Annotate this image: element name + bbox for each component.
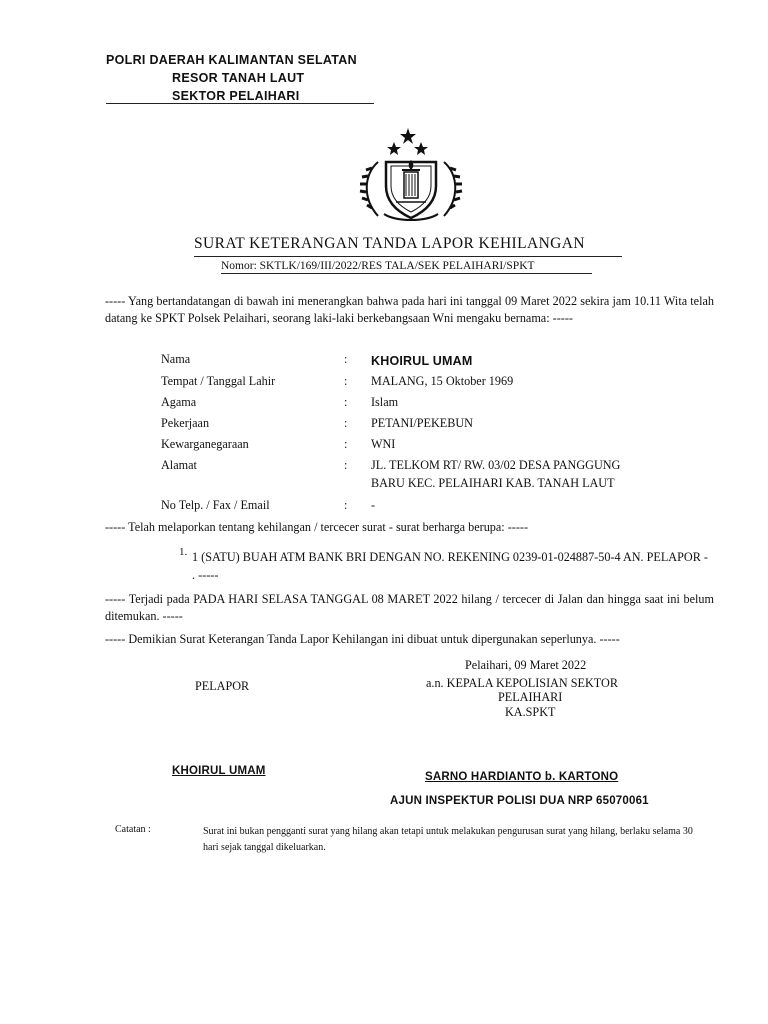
polri-emblem-icon xyxy=(356,126,466,226)
value-nama: KHOIRUL UMAM xyxy=(371,354,473,368)
lost-item: 1 (SATU) BUAH ATM BANK BRI DENGAN NO. REKENING 0239-01-024887-50-4 AN. PELAPOR - . ----- xyxy=(192,550,708,582)
colon: : xyxy=(344,395,348,409)
label-nama: Nama xyxy=(161,352,191,366)
officer-rank: AJUN INSPEKTUR POLISI DUA NRP 65070061 xyxy=(390,795,649,807)
colon: : xyxy=(344,352,348,366)
officer-name: SARNO HARDIANTO b. KARTONO xyxy=(425,771,619,783)
reporter-label: PELAPOR xyxy=(195,679,250,693)
colon: : xyxy=(344,374,348,388)
colon: : xyxy=(344,458,348,472)
place-date: Pelaihari, 09 Maret 2022 xyxy=(465,658,587,672)
header-line-polda: POLRI DAERAH KALIMANTAN SELATAN xyxy=(106,53,357,67)
reporter-name: KHOIRUL UMAM xyxy=(172,765,266,777)
note-label: Catatan : xyxy=(115,824,151,835)
header-line-polsek: SEKTOR PELAIHARI xyxy=(172,89,300,103)
value-telp: - xyxy=(371,498,376,512)
label-agama: Agama xyxy=(161,395,197,409)
colon: : xyxy=(344,498,348,512)
value-alamat-line1: JL. TELKOM RT/ RW. 03/02 DESA PANGGUNG xyxy=(371,458,621,472)
title-underline xyxy=(194,256,622,257)
value-kewarganegaraan: WNI xyxy=(371,437,396,451)
note-text: Surat ini bukan pengganti surat yang hilang akan tetapi untuk melakukan pengurusan surat yang hilang, berlaku selama 30 hari sejak tanggal dikeluarkan. xyxy=(203,826,693,853)
colon: : xyxy=(344,416,348,430)
intro-paragraph: ----- Yang bertandatangan di bawah ini menerangkan bahwa pada hari ini tanggal 09 Maret 2022 sekira jam 10.11 Wita telah datang ke SPKT Polsek Pelaihari, seorang laki-laki berkebangsaan Wni mengaku bernama: ----- xyxy=(105,294,714,325)
header-line-polres: RESOR TANAH LAUT xyxy=(172,71,305,85)
incident-paragraph: ----- Terjadi pada PADA HARI SELASA TANGGAL 08 MARET 2022 hilang / tercecer di Jalan dan hingga saat ini belum ditemukan. ----- xyxy=(105,592,714,623)
value-agama: Islam xyxy=(371,395,399,409)
item-number: 1. xyxy=(179,546,188,558)
header-underline xyxy=(106,103,374,104)
document-title: SURAT KETERANGAN TANDA LAPOR KEHILANGAN xyxy=(194,235,585,252)
on-behalf-line: a.n. KEPALA KEPOLISIAN SEKTOR xyxy=(426,676,618,690)
label-pekerjaan: Pekerjaan xyxy=(161,416,210,430)
colon: : xyxy=(344,437,348,451)
closing-paragraph: ----- Demikian Surat Keterangan Tanda Lapor Kehilangan ini dibuat untuk dipergunakan seperlunya. ----- xyxy=(105,632,620,646)
number-underline xyxy=(221,273,592,274)
position-line: KA.SPKT xyxy=(505,705,556,719)
value-alamat-line2: BARU KEC. PELAIHARI KAB. TANAH LAUT xyxy=(371,476,615,490)
label-ttl: Tempat / Tanggal Lahir xyxy=(161,374,276,388)
value-ttl: MALANG, 15 Oktober 1969 xyxy=(371,374,514,388)
label-alamat: Alamat xyxy=(161,458,197,472)
value-pekerjaan: PETANI/PEKEBUN xyxy=(371,416,473,430)
document-number: Nomor: SKTLK/169/III/2022/RES TALA/SEK PELAIHARI/SPKT xyxy=(221,260,535,272)
report-line: ----- Telah melaporkan tentang kehilangan / tercecer surat - surat berharga berupa: ----- xyxy=(105,520,529,534)
label-kewarganegaraan: Kewarganegaraan xyxy=(161,437,249,451)
label-telp: No Telp. / Fax / Email xyxy=(161,498,270,512)
unit-line: PELAIHARI xyxy=(498,690,563,704)
